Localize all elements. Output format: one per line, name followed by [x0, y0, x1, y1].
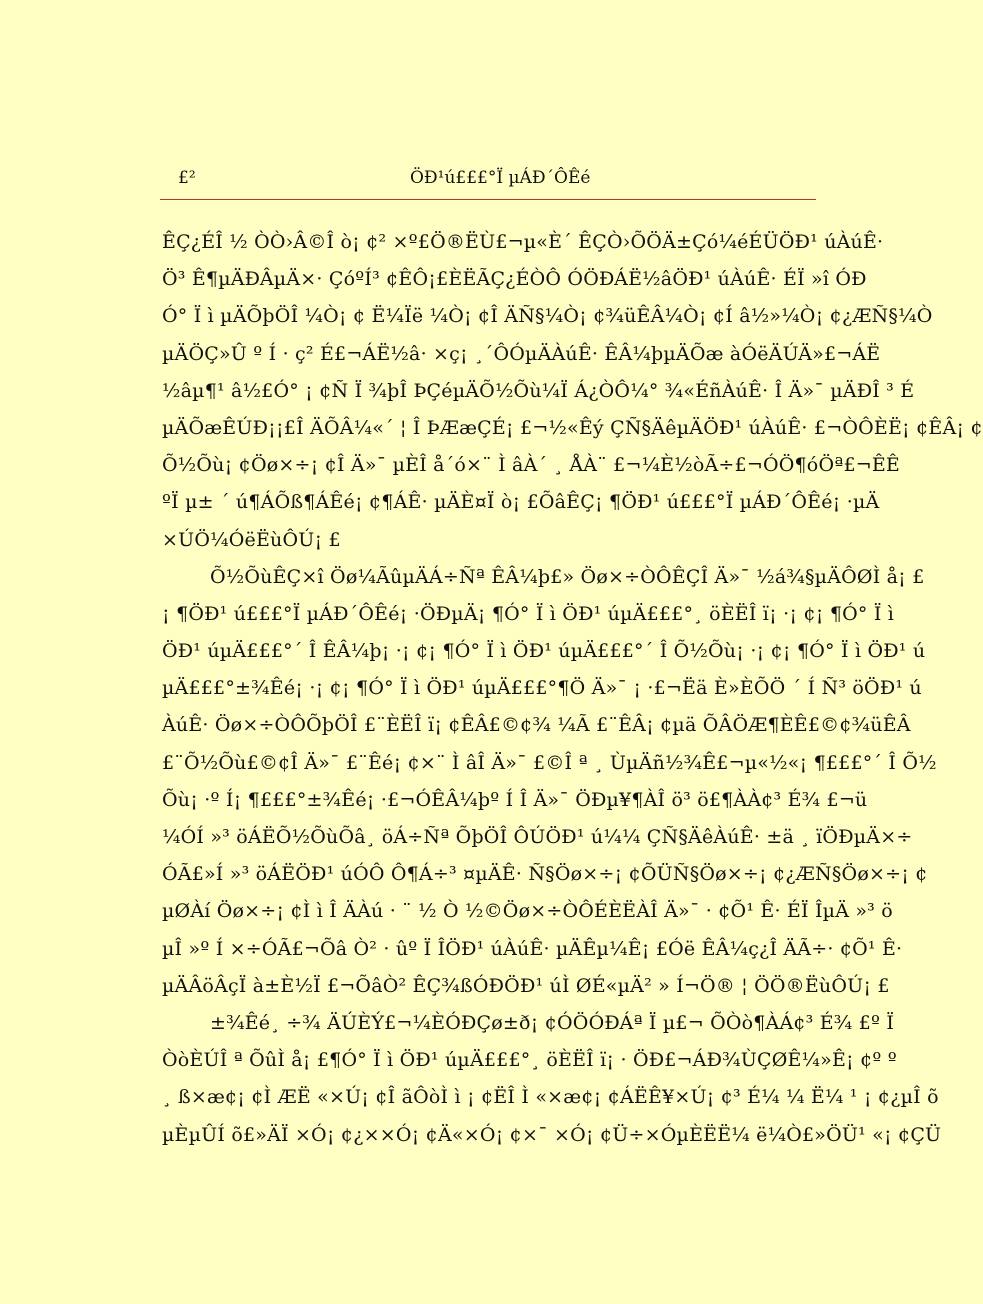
text-line: ×ÚÖ¼ÓëËùÔÚ¡ £	[162, 528, 341, 551]
text-line: Õù¡ ·º Í¡ ¶£££°±¾Êé¡ ·£¬ÓÊÂ¼þº Í Î Ä»¯ ÖÐµ¥¶ÀÎ ö³ ö£¶ÀÀ¢³ É¾ £¬ü	[162, 788, 868, 811]
text-line: £¨Õ½Õù£©¢Î Ä»¯ £¨Êé¡ ¢×¨ Ì âÎ Ä»¯ £©Î ª ¸ ÙµÄñ½¾Ê£¬µ«½«¡ ¶£££°´ Î Õ½	[162, 751, 937, 774]
text-line: µÄÕæÊÚÐ¡¡£Î ÄÕÂ¼«´ ¦ Î ÞÆæÇÉ¡ £¬½«Êý ÇÑ§ÄêµÄÖÐ¹ úÀúÊ· £¬ÒÔÈË¡ ¢ÊÂ¡ ¢	[162, 416, 983, 439]
text-line: ¸ ß×æ¢¡ ¢Ì ÆË «×Ú¡ ¢Î ãÔòÌ ì ¡ ¢ËÎ Ì «×æ¢¡ ¢ÁËÊ¥×Ú¡ ¢³ É¼ ¼ Ë¼ ¹ ¡ ¢¿µÎ õ	[162, 1086, 939, 1109]
text-line: Ó° Ï ì µÄÕþÖÎ ¼Ò¡ ¢ Ë¼Ïë ¼Ò¡ ¢Î ÄÑ§¼Ò¡ ¢¾üÊÂ¼Ò¡ ¢Í â½»¼Ò¡ ¢¿ÆÑ§¼Ò	[162, 305, 933, 328]
text-line: ÓÃ£»Í »³ öÁËÖÐ¹ úÓÔ Ô¶Á÷³ ¤µÄÊ· Ñ§Öø×÷¡ ¢ÕÜÑ§Öø×÷¡ ¢¿ÆÑ§Öø×÷¡ ¢	[162, 863, 928, 886]
paragraph	[162, 559, 937, 1005]
text-line: µÎ »º Í ×÷ÓÃ£¬Õâ Ò² · ûº Ï ÎÖÐ¹ úÀúÊ· µÄÊµ¼Ê¡ £Óë ÊÂ¼ç¿Î ÄÃ÷· ¢Õ¹ Ê·	[162, 937, 903, 960]
text-line: ÊÇ¿ÉÎ ½ ÒÒ›Â©Î ò¡ ¢² ×º£Ö®ËÙ£¬µ«È´ ÊÇÒ›ÕÖÄ±Çó¼éÉÜÖÐ¹ úÀúÊ·	[162, 231, 884, 253]
text-line: ±¾Êé¸ ÷¾ ÄÚÈÝ£¬¼ÈÓÐÇø±ð¡ ¢ÓÖÓÐÁª Ï µ£¬ ÕÒò¶ÀÁ¢³ É¾ £º Ï	[210, 1011, 895, 1034]
paragraph	[162, 224, 983, 559]
text-line: ÖÐ¹ úµÄ£££°´ Î ÊÂ¼þ¡ ·¡ ¢¡ ¶Ó° Ï ì ÖÐ¹ úµÄ£££°´ Î Õ½Õù¡ ·¡ ¢¡ ¶Ó° Ï ì ÖÐ¹ ú	[162, 640, 926, 663]
text-line: µÈµÛÍ õ£»ÄÏ ×Ó¡ ¢¿××Ó¡ ¢Ä«×Ó¡ ¢×¯ ×Ó¡ ¢Ü÷×ÓµÈËË¼ ë¼Ò£»ÖÜ¹ «¡ ¢ÇÜ	[162, 1123, 942, 1146]
text-line: µÄ£££°±¾Êé¡ ·¡ ¢¡ ¶Ó° Ï ì ÖÐ¹ úµÄ£££°¶Ö Ä»¯ ¡ ·£¬Ëä È»ÈÕÖ ´ Í Ñ³ öÖÐ¹ ú	[162, 677, 922, 700]
text-line: ÀúÊ· Öø×÷ÒÔÕþÖÎ £¨ÈËÎ ï¡ ¢ÊÂ£©¢¾ ¼Ã £¨ÊÂ¡ ¢µä ÕÂÖÆ¶ÈÊ£©¢¾üÊÂ	[162, 714, 911, 737]
text-line: Ö³ Ê¶µÄÐÂµÄ×· ÇóºÍ³ ¢ÊÔ¡£ÈËÃÇ¿ÉÒÔ ÓÖÐÁË½âÖÐ¹ úÀúÊ· ÉÏ »î ÓÐ	[162, 268, 867, 291]
text-line: ¡ ¶ÖÐ¹ ú£££°Ï µÁÐ´ÔÊé¡ ·ÖÐµÄ¡ ¶Ó° Ï ì ÖÐ¹ úµÄ£££°¸ öÈËÎ ï¡ ·¡ ¢¡ ¶Ó° Ï ì	[162, 602, 895, 625]
text-line: µÄÂöÂçÏ à±È½Ï £¬ÕâÒ² ÊÇ¾ßÓÐÖÐ¹ úÌ ØÉ«µÄ² » Í¬Ö® ¦ ÖÖ®ËùÔÚ¡ £	[162, 974, 890, 997]
running-title: ÖÐ¹ú£££°Ï µÁÐ´ÔÊé	[410, 168, 591, 188]
body-text	[162, 224, 983, 1154]
text-line: ºÏ µ± ´ ú¶ÁÕß¶ÁÊé¡ ¢¶ÁÊ· µÄÈ¤Ï ò¡ £ÕâÊÇ¡ ¶ÖÐ¹ ú£££°Ï µÁÐ´ÔÊé¡ ·µÄ	[162, 491, 880, 514]
page-header	[160, 162, 818, 200]
text-line: ¼ÓÍ »³ öÁËÕ½ÕùÕâ¸ öÁ÷Ñª ÕþÖÎ ÔÚÖÐ¹ ú¼¼ ÇÑ§ÄêÀúÊ· ±ä ¸ ïÖÐµÄ×÷	[162, 826, 913, 848]
text-line: µÄÖÇ»Û º Í · ç² É£¬ÁË½â· ×ç¡ ¸´ÔÓµÄÀúÊ· ÊÂ¼þµÄÕæ àÓëÄÚÄ»£¬ÁË	[162, 342, 881, 365]
header-rule	[160, 199, 816, 200]
text-line: Õ½Õù¡ ¢Öø×÷¡ ¢Î Ä»¯ µÈÎ å´ó×¨ Ì âÀ´ ¸ ÅÀ¨ £¬¼È½òÃ÷£¬ÓÖ¶óÖª£¬ÊÊ	[162, 454, 900, 477]
text-line: ½âµ¶¹ â½£Ó° ¡ ¢Ñ Ï ¾þÎ ÞÇéµÄÕ½Õù¼Ï Á¿ÒÔ¼° ¾«ÉñÀúÊ· Î Ä»¯ µÄÐÎ ³ É	[162, 379, 915, 402]
page-number: £²	[178, 168, 196, 188]
paragraph	[162, 1005, 942, 1154]
text-line: ÒòÈÚÎ ª ÕûÌ å¡ £¶Ó° Ï ì ÖÐ¹ úµÄ£££°¸ öÈËÎ ï¡ · ÖÐ£¬ÁÐ¾ÙÇØÊ¼»Ê¡ ¢º º	[162, 1049, 897, 1072]
text-line: Õ½ÕùÊÇ×î Öø¼ÃûµÄÁ÷Ñª ÊÂ¼þ£» Öø×÷ÒÔÊÇÎ Ä»¯ ½á¾§µÄÔØÌ å¡ £	[210, 565, 925, 588]
text-line: µØÀí Öø×÷¡ ¢Ì ì Î ÄÀú · ¨ ½ Ò ½©Öø×÷ÒÔÉÈËÀÎ Ä»¯ · ¢Õ¹ Ê· ÉÏ ÎµÄ »³ ö	[162, 900, 893, 923]
